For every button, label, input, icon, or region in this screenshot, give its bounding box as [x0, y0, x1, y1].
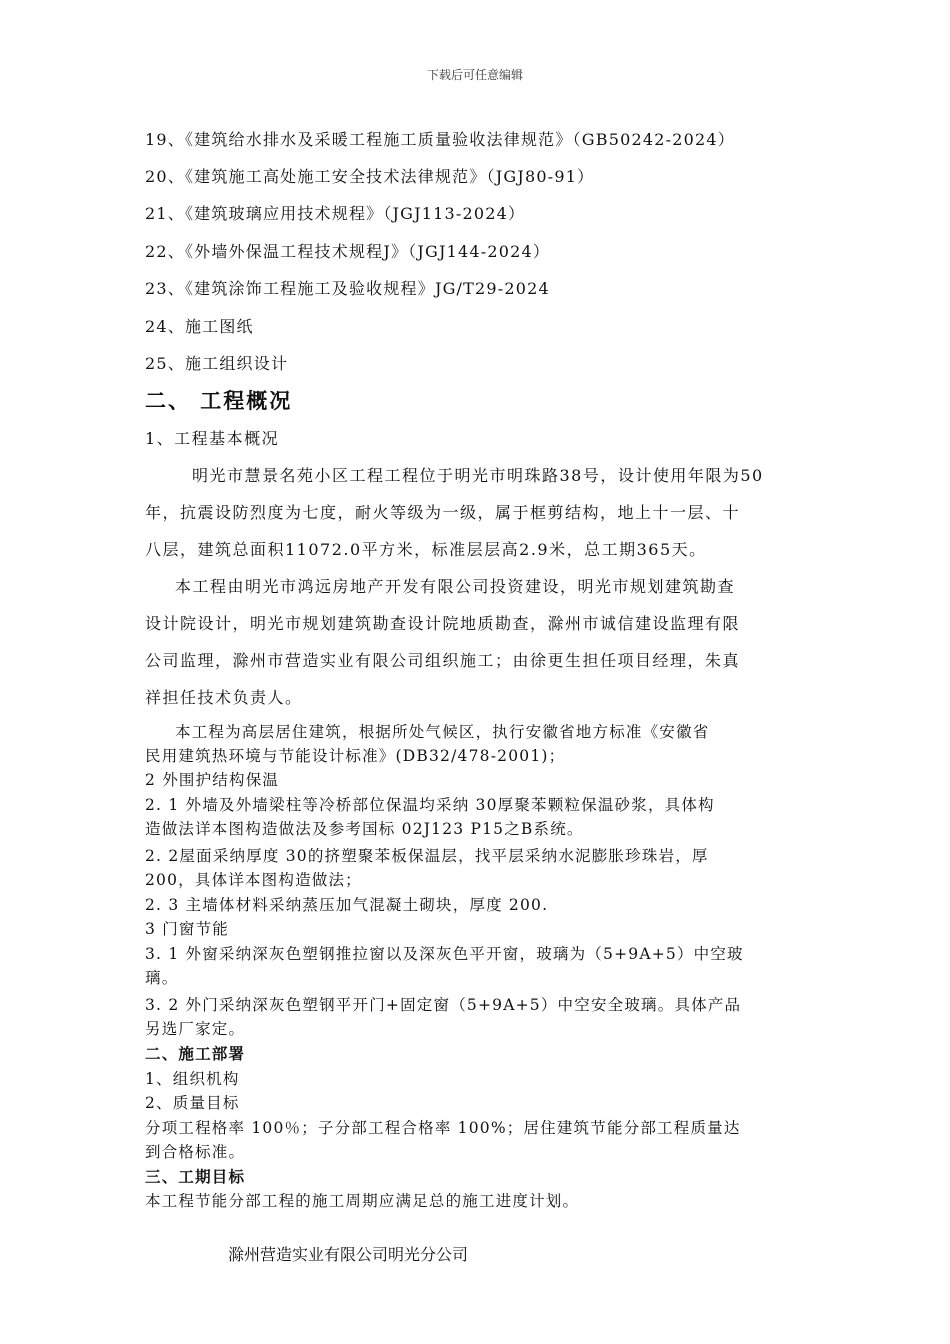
paragraph-line: 3. 1 外窗采纳深灰色塑钢推拉窗以及深灰色平开窗，玻璃为（5+9A+5）中空玻	[145, 945, 744, 963]
paragraph-line: 本工程节能分部工程的施工周期应满足总的施工进度计划。	[145, 1192, 580, 1210]
reference-item: 19、《建筑给水排水及采暖工程施工质量验收法律规范》（GB50242-2024）	[145, 130, 735, 149]
reference-item: 23、《建筑涂饰工程施工及验收规程》JG/T29-2024	[145, 279, 550, 298]
section-heading: 二、 工程概况	[145, 389, 293, 413]
paragraph-line: 另选厂家定。	[145, 1020, 246, 1038]
item-heading: 1、组织机构	[145, 1070, 240, 1088]
page-footer: 滁州营造实业有限公司明光分公司	[228, 1247, 469, 1264]
item-heading: 2 外围护结构保温	[145, 771, 280, 789]
section-heading: 三、工期目标	[145, 1168, 246, 1186]
item-heading: 3 门窗节能	[145, 920, 229, 938]
subsection-heading: 1、工程基本概况	[145, 429, 280, 448]
reference-item: 25、施工组织设计	[145, 354, 289, 373]
reference-item: 24、施工图纸	[145, 317, 254, 336]
paragraph-line: 明光市慧景名苑小区工程工程位于明光市明珠路38号，设计使用年限为50	[192, 466, 764, 485]
paragraph-line: 本工程由明光市鸿远房地产开发有限公司投资建设，明光市规划建筑勘查	[175, 577, 736, 596]
paragraph-line: 八层，建筑总面积11072.0平方米，标准层层高2.9米，总工期365天。	[145, 540, 707, 559]
reference-item: 20、《建筑施工高处施工安全技术法律规范》（JGJ80-91）	[145, 167, 595, 186]
paragraph-line: 200，具体详本图构造做法；	[145, 871, 362, 889]
paragraph-line: 2. 2屋面采纳厚度 30的挤塑聚苯板保温层，找平层采纳水泥膨胀珍珠岩，厚	[145, 847, 709, 865]
section-heading: 二、施工部署	[145, 1045, 246, 1063]
paragraph-line: 民用建筑热环境与节能设计标准》(DB32/478-2001)；	[145, 747, 566, 765]
paragraph-line: 公司监理，滁州市营造实业有限公司组织施工；由徐更生担任项目经理，朱真	[145, 651, 741, 670]
paragraph-line: 本工程为高层居住建筑，根据所处气候区，执行安徽省地方标准《安徽省	[175, 723, 710, 741]
paragraph-line: 造做法详本图构造做法及参考国标 02J123 P15之B系统。	[145, 820, 584, 838]
page-header: 下载后可任意编辑	[426, 68, 523, 82]
paragraph-line: 分项工程格率 100％；子分部工程合格率 100%；居住建筑节能分部工程质量达	[145, 1119, 741, 1137]
paragraph-line: 到合格标准。	[145, 1143, 246, 1161]
paragraph-line: 祥担任技术负责人。	[145, 688, 303, 707]
paragraph-line: 设计院设计，明光市规划建筑勘查设计院地质勘查，滁州市诚信建设监理有限	[145, 614, 741, 633]
paragraph-line: 2. 1 外墙及外墙梁柱等冷桥部位保温均采纳 30厚聚苯颗粒保温砂浆，具体构	[145, 796, 715, 814]
paragraph-line: 2. 3 主墙体材料采纳蒸压加气混凝土砌块，厚度 200.	[145, 896, 549, 914]
paragraph-line: 3. 2 外门采纳深灰色塑钢平开门+固定窗（5+9A+5）中空安全玻璃。具体产品	[145, 996, 742, 1014]
paragraph-line: 璃。	[145, 969, 179, 987]
reference-item: 21、《建筑玻璃应用技术规程》（JGJ113-2024）	[145, 204, 526, 223]
item-heading: 2、质量目标	[145, 1094, 240, 1112]
paragraph-line: 年，抗震设防烈度为七度，耐火等级为一级，属于框剪结构，地上十一层、十	[145, 503, 741, 522]
reference-item: 22、《外墙外保温工程技术规程J》（JGJ144-2024）	[145, 242, 551, 261]
